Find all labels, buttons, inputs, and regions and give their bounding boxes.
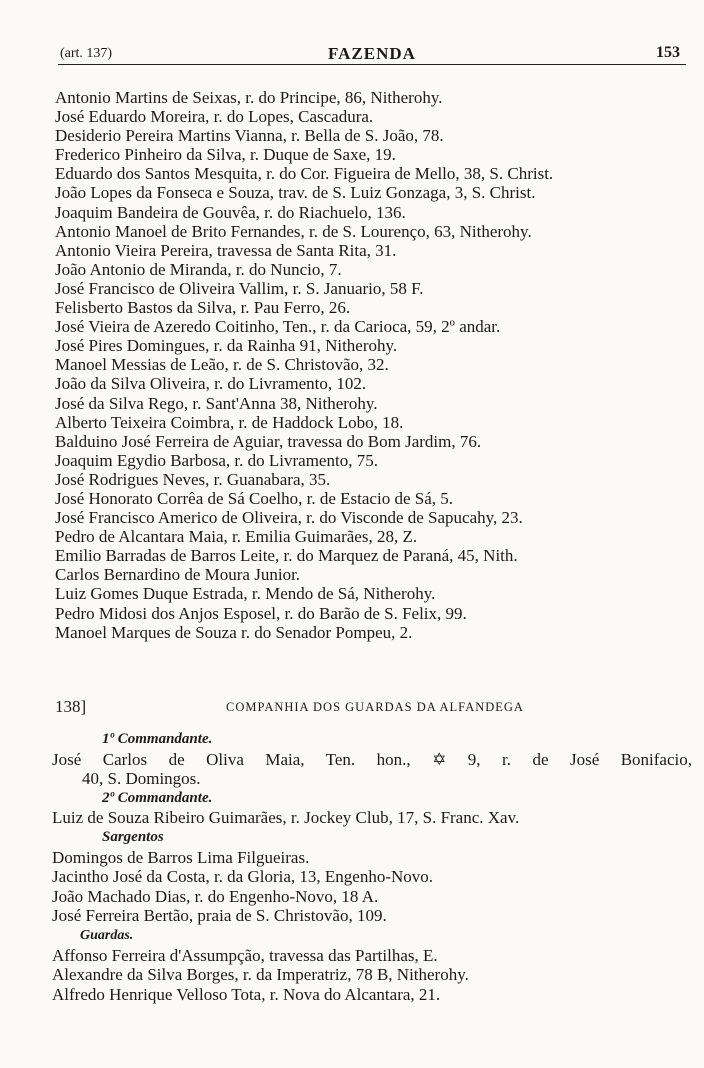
list-item: Felisberto Bastos da Silva, r. Pau Ferro, 26. <box>55 298 351 318</box>
list-item: Manoel Messias de Leão, r. de S. Christovão, 32. <box>55 355 389 375</box>
list-item: José Francisco Americo de Oliveira, r. do Visconde de Sapucahy, 23. <box>55 508 523 528</box>
list-item: Antonio Martins de Seixas, r. do Principe, 86, Nitherohy. <box>55 88 443 107</box>
list-item: Pedro de Alcantara Maia, r. Emilia Guimarães, 28, Z. <box>55 527 418 547</box>
list-item: José Rodrigues Neves, r. Guanabara, 35. <box>55 469 331 489</box>
list-item: João da Silva Oliveira, r. do Livramento, 102. <box>55 374 367 394</box>
list-item: Antonio Manoel de Brito Fernandes, r. de S. Lourenço, 63, Nitherohy. <box>55 221 532 241</box>
list-item: José Vieira de Azeredo Coitinho, Ten., r. da Carioca, 59, 2º andar. <box>55 317 501 337</box>
list-item: Frederico Pinheiro da Silva, r. Duque de Saxe, 19. <box>55 145 396 165</box>
section-title: COMPANHIA DOS GUARDAS DA ALFANDEGA <box>226 700 524 714</box>
list-item: Balduino José Ferreira de Aguiar, travessa do Bom Jardim, 76. <box>55 431 482 451</box>
page-header <box>58 38 686 65</box>
page-number: 153 <box>656 44 680 61</box>
first-commander-label: 1º Commandante. <box>102 731 213 747</box>
list-item: Alexandre da Silva Borges, r. da Imperatriz, 78 B, Nitherohy. <box>52 965 469 985</box>
list-item: Desiderio Pereira Martins Vianna, r. Bella de S. João, 78. <box>55 126 444 146</box>
list-item: Eduardo dos Santos Mesquita, r. do Cor. Figueira de Mello, 38, S. Christ. <box>55 164 554 184</box>
list-item: Domingos de Barros Lima Filgueiras. <box>52 847 310 867</box>
list-item: José Ferreira Bertão, praia de S. Christovão, 109. <box>52 906 387 926</box>
list-item: José Honorato Corrêa de Sá Coelho, r. de Estacio de Sá, 5. <box>55 488 453 508</box>
list-item: João Machado Dias, r. do Engenho-Novo, 18 A. <box>52 886 379 906</box>
running-title: FAZENDA <box>328 44 416 63</box>
list-item: José da Silva Rego, r. Sant'Anna 38, Nitherohy. <box>55 393 378 413</box>
first-commander-entry: José Carlos de Oliva Maia, Ten. hon., ✡ 9, r. de José Bonifacio, <box>52 749 692 769</box>
first-commander-entry-cont: 40, S. Domingos. <box>82 769 201 789</box>
list-item: Alfredo Henrique Velloso Tota, r. Nova do Alcantara, 21. <box>52 984 441 1004</box>
second-commander-entry: Luiz de Souza Ribeiro Guimarães, r. Jockey Club, 17, S. Franc. Xav. <box>52 808 520 828</box>
list-item: Joaquim Bandeira de Gouvêa, r. do Riachuelo, 136. <box>55 202 406 222</box>
entry-list <box>55 88 695 642</box>
guardas-label: Guardas. <box>80 927 134 943</box>
list-item: Manoel Marques de Souza r. do Senador Pompeu, 2. <box>55 622 413 642</box>
list-item: João Antonio de Miranda, r. do Nuncio, 7. <box>55 259 342 279</box>
list-item: José Pires Domingues, r. da Rainha 91, Nitherohy. <box>55 336 398 356</box>
list-item: Luiz Gomes Duque Estrada, r. Mendo de Sá, Nitherohy. <box>55 584 436 604</box>
list-item: Carlos Bernardino de Moura Junior. <box>55 565 301 585</box>
second-commander-label: 2º Commandante. <box>102 789 213 806</box>
list-item: José Eduardo Moreira, r. do Lopes, Cascadura. <box>55 107 374 127</box>
list-item: Antonio Vieira Pereira, travessa de Santa Rita, 31. <box>55 240 397 260</box>
section-number: 138] <box>55 697 87 716</box>
list-item: Alberto Teixeira Coimbra, r. de Haddock Lobo, 18. <box>55 412 404 432</box>
company-roster <box>52 730 692 1004</box>
list-item: Affonso Ferreira d'Assumpção, travessa das Partilhas, E. <box>52 945 438 965</box>
list-item: João Lopes da Fonseca e Souza, trav. de S. Luiz Gonzaga, 3, S. Christ. <box>55 183 536 203</box>
list-item: Joaquim Egydio Barbosa, r. do Livramento, 75. <box>55 450 378 470</box>
list-item: Jacintho José da Costa, r. da Gloria, 13, Engenho-Novo. <box>52 867 434 887</box>
article-reference: (art. 137) <box>60 46 113 61</box>
section-heading <box>55 697 695 719</box>
list-item: Pedro Midosi dos Anjos Esposel, r. do Barão de S. Felix, 99. <box>55 603 467 623</box>
sargentos-label: Sargentos <box>102 828 164 845</box>
list-item: José Francisco de Oliveira Vallim, r. S. Januario, 58 F. <box>55 278 424 298</box>
list-item: Emilio Barradas de Barros Leite, r. do Marquez de Paraná, 45, Nith. <box>55 546 518 566</box>
